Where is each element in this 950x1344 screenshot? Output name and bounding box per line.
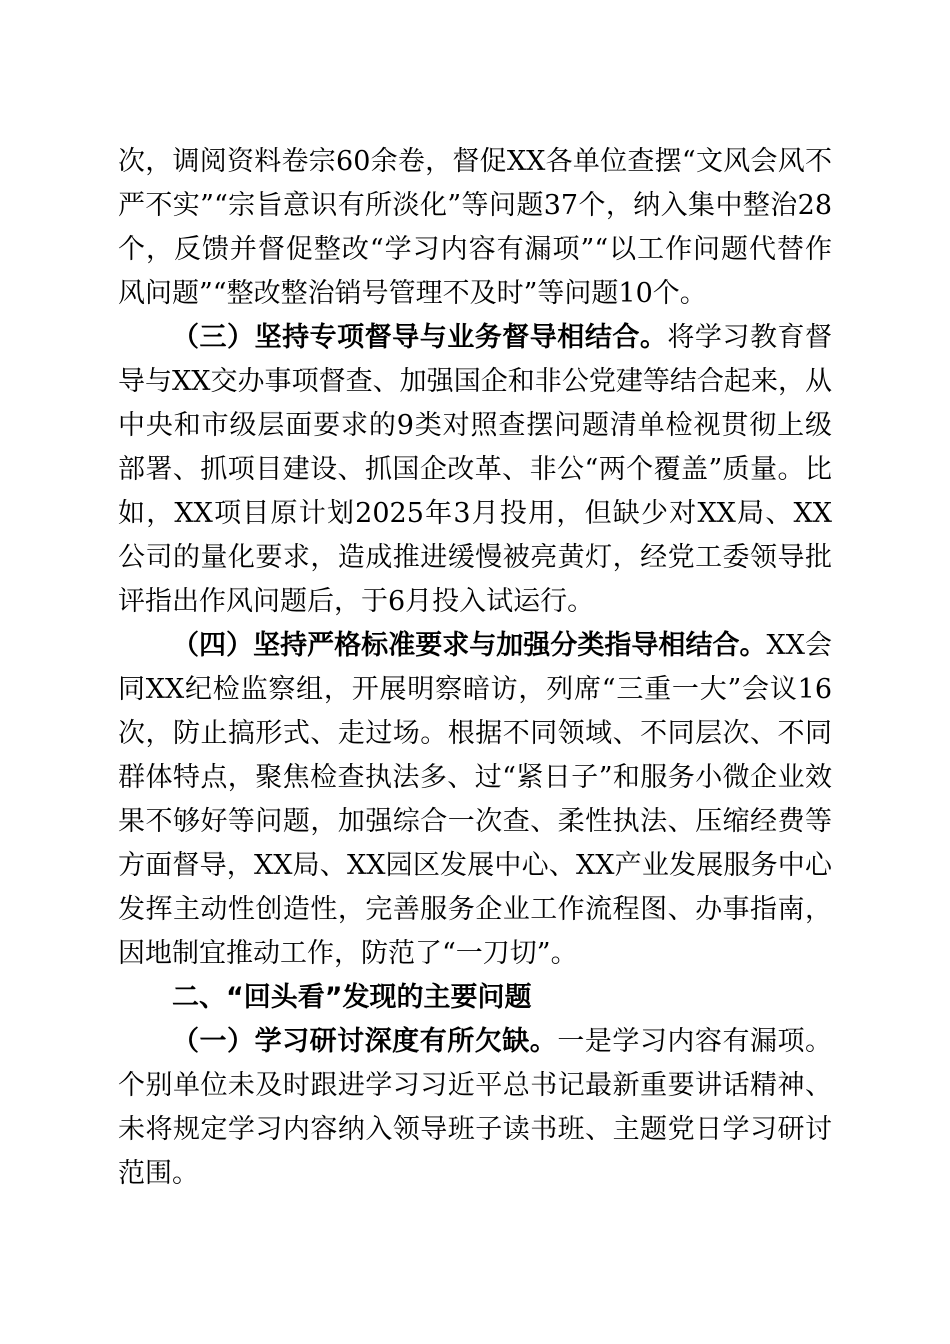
paragraph-text: 一是学习内容有漏项。个别单位未及时跟进学习习近平总书记最新重要讲话精神、未将规定学习内容纳入领导班子读书班、主题党日学习研讨范围。 bbox=[118, 1026, 833, 1189]
subheading-four: （四）坚持严格标准要求与加强分类指导相结合。 bbox=[172, 630, 767, 661]
paragraph-strict-standards bbox=[118, 624, 832, 976]
paragraph-inspection-results bbox=[118, 140, 832, 316]
section-heading-two: 二、“回头看”发现的主要问题 bbox=[172, 982, 532, 1013]
paragraph-study-depth bbox=[118, 1020, 832, 1196]
paragraph-text: 次，调阅资料卷宗60余卷，督促XX各单位查摆“文风会风不严不实”“宗旨意识有所淡化”等问题37个，纳入集中整治28个，反馈并督促整改“学习内容有漏项”“以工作问题代替作风问题”“整改整治销号管理不及时”等问题10个。 bbox=[118, 146, 832, 309]
paragraph-special-supervision bbox=[118, 316, 832, 624]
document-page bbox=[118, 140, 832, 1196]
paragraph-text: 将学习教育督导与XX交办事项督查、加强国企和非公党建等结合起来，从中央和市级层面要求的9类对照查摆问题清单检视贯彻上级部署、抓项目建设、抓国企改革、非公“两个覆盖”质量。比如，XX项目原计划2025年3月投用，但缺少对XX局、XX公司的量化要求，造成推进缓慢被亮黄灯，经党工委领导批评指出作风问题后，于6月投入试运行。 bbox=[118, 322, 832, 617]
subheading-three: （三）坚持专项督导与业务督导相结合。 bbox=[172, 322, 668, 353]
paragraph-text: XX会同XX纪检监察组，开展明察暗访，列席“三重一大”会议16次，防止搞形式、走过场。根据不同领域、不同层次、不同群体特点，聚焦检查执法多、过“紧日子”和服务小微企业效果不够好等问题，加强综合一次查、柔性执法、压缩经费等方面督导，XX局、XX园区发展中心、XX产业发展服务中心发挥主动性创造性，完善服务企业工作流程图、办事指南，因地制宜推动工作，防范了“一刀切”。 bbox=[118, 630, 832, 969]
subheading-one: （一）学习研讨深度有所欠缺。 bbox=[172, 1026, 558, 1057]
